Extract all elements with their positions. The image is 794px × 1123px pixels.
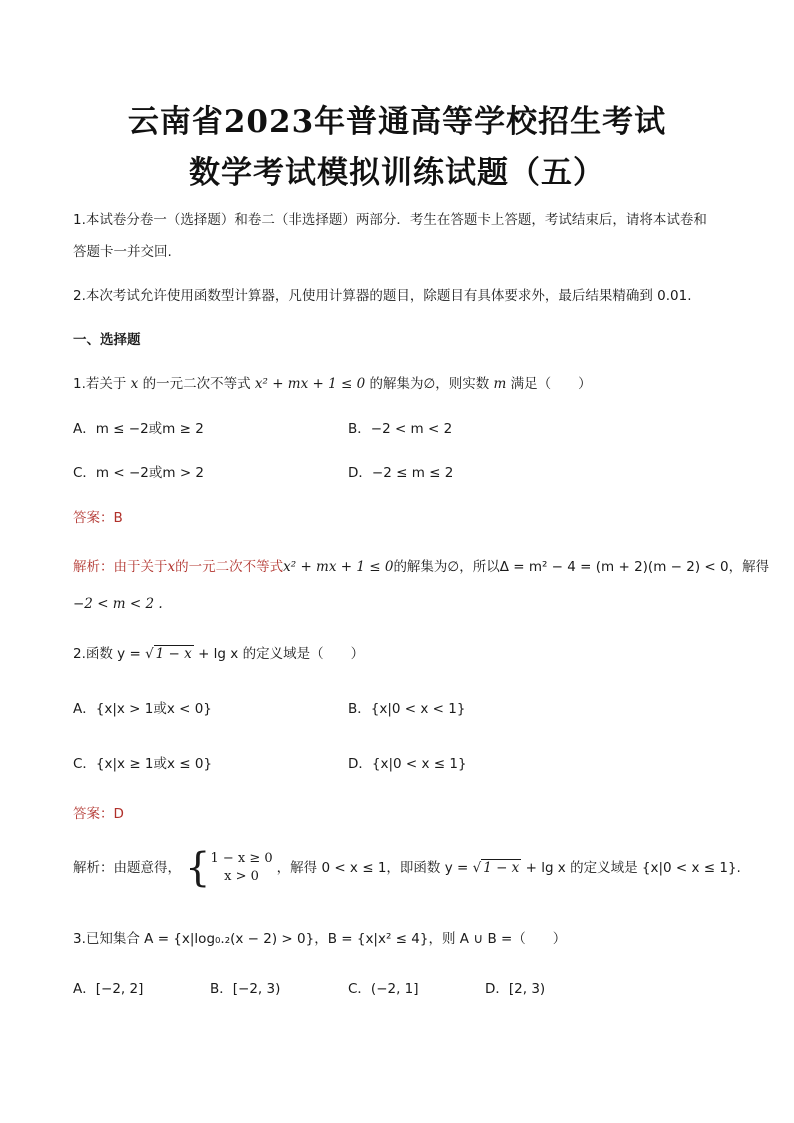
exam-subtitle: 数学考试模拟训练试题（五） <box>189 155 605 191</box>
q1-expl-var-x: x <box>167 559 176 575</box>
q2-expl-text: 解析：由题意得， <box>73 860 181 876</box>
q1-option-c: C．m < −2或m > 2 <box>73 465 205 481</box>
q2-option-a: A．{x|x > 1或x < 0} <box>73 701 212 717</box>
q1-text: 的一元二次不等式 <box>138 376 255 392</box>
q1-expl-inequality: x² + mx + 1 ≤ 0 <box>283 559 394 575</box>
q1-option-d: D．−2 ≤ m ≤ 2 <box>348 465 454 481</box>
q1-explanation-line-1 <box>73 557 769 577</box>
q1-text: 1.若关于 <box>73 376 131 392</box>
section-heading-choice: 一、选择题 <box>73 332 141 348</box>
q1-expl-text: 的解集为∅，所以Δ = m² − 4 = (m + 2)(m − 2) < 0，解得 <box>393 559 770 575</box>
q2-expl-sqrt-content: 1 − x <box>483 860 520 876</box>
q2-explanation <box>73 845 741 891</box>
q2-expl-text: ，解得 0 < x ≤ 1，即函数 y = <box>276 860 473 876</box>
instruction-2: 2.本次考试允许使用函数型计算器，凡使用计算器的题目，除题目有具体要求外，最后结果精确到 0.01. <box>73 288 692 304</box>
q2-option-d: D．{x|0 < x ≤ 1} <box>348 756 467 772</box>
q3-option-d: D．[2, 3) <box>485 981 546 997</box>
question-1-stem <box>73 374 592 394</box>
q3-option-a: A．[−2, 2] <box>73 981 144 997</box>
sqrt-symbol: √ <box>145 646 154 662</box>
system-row-1: 1 − x ≥ 0 <box>210 851 273 866</box>
instruction-1-line-1: 1.本试卷分卷一（选择题）和卷二（非选择题）两部分．考生在答题卡上答题，考试结束后，请将本试卷和 <box>73 212 707 228</box>
q2-answer: 答案：D <box>73 806 124 822</box>
q2-option-c: C．{x|x ≥ 1或x ≤ 0} <box>73 756 213 772</box>
q2-expl-text: + lg x 的定义域是 {x|0 < x ≤ 1}. <box>521 860 741 876</box>
left-brace: { <box>185 845 211 891</box>
q3-option-c: C．(−2, 1] <box>348 981 419 997</box>
q1-text: 满足（ ） <box>506 376 592 392</box>
question-3-stem: 3.已知集合 A = {x|log₀.₂(x − 2) > 0}，B = {x|x² ≤ 4}，则 A ∪ B =（ ） <box>73 931 567 947</box>
q2-text: + lg x 的定义域是（ ） <box>193 646 365 662</box>
question-2-stem <box>73 644 364 664</box>
equation-system <box>185 845 273 891</box>
exam-title: 云南省2023年普通高等学校招生考试 <box>127 104 667 140</box>
q1-option-b: B．−2 < m < 2 <box>348 421 453 437</box>
q1-expl-text: 的一元二次不等式 <box>175 559 284 575</box>
q1-var-m: m <box>493 376 507 392</box>
q1-answer: 答案：B <box>73 510 123 526</box>
q2-option-b: B．{x|0 < x < 1} <box>348 701 466 717</box>
q1-var-x: x <box>130 376 139 392</box>
system-rows <box>210 850 272 886</box>
q1-expl-text: 解析：由于关于 <box>73 559 168 575</box>
q1-text: 的解集为∅，则实数 <box>365 376 494 392</box>
q1-option-a: A．m ≤ −2或m ≥ 2 <box>73 421 204 437</box>
system-row-2: x > 0 <box>224 869 259 884</box>
q1-inequality: x² + mx + 1 ≤ 0 <box>254 376 366 392</box>
sqrt-symbol: √ <box>472 860 482 876</box>
q1-explanation-line-2: −2 < m < 2 . <box>73 596 163 612</box>
q2-text: 2.函数 y = <box>73 646 146 662</box>
instruction-1-line-2: 答题卡一并交回. <box>73 244 172 260</box>
q3-option-b: B．[−2, 3) <box>210 981 281 997</box>
q2-sqrt-content: 1 − x <box>155 646 192 662</box>
